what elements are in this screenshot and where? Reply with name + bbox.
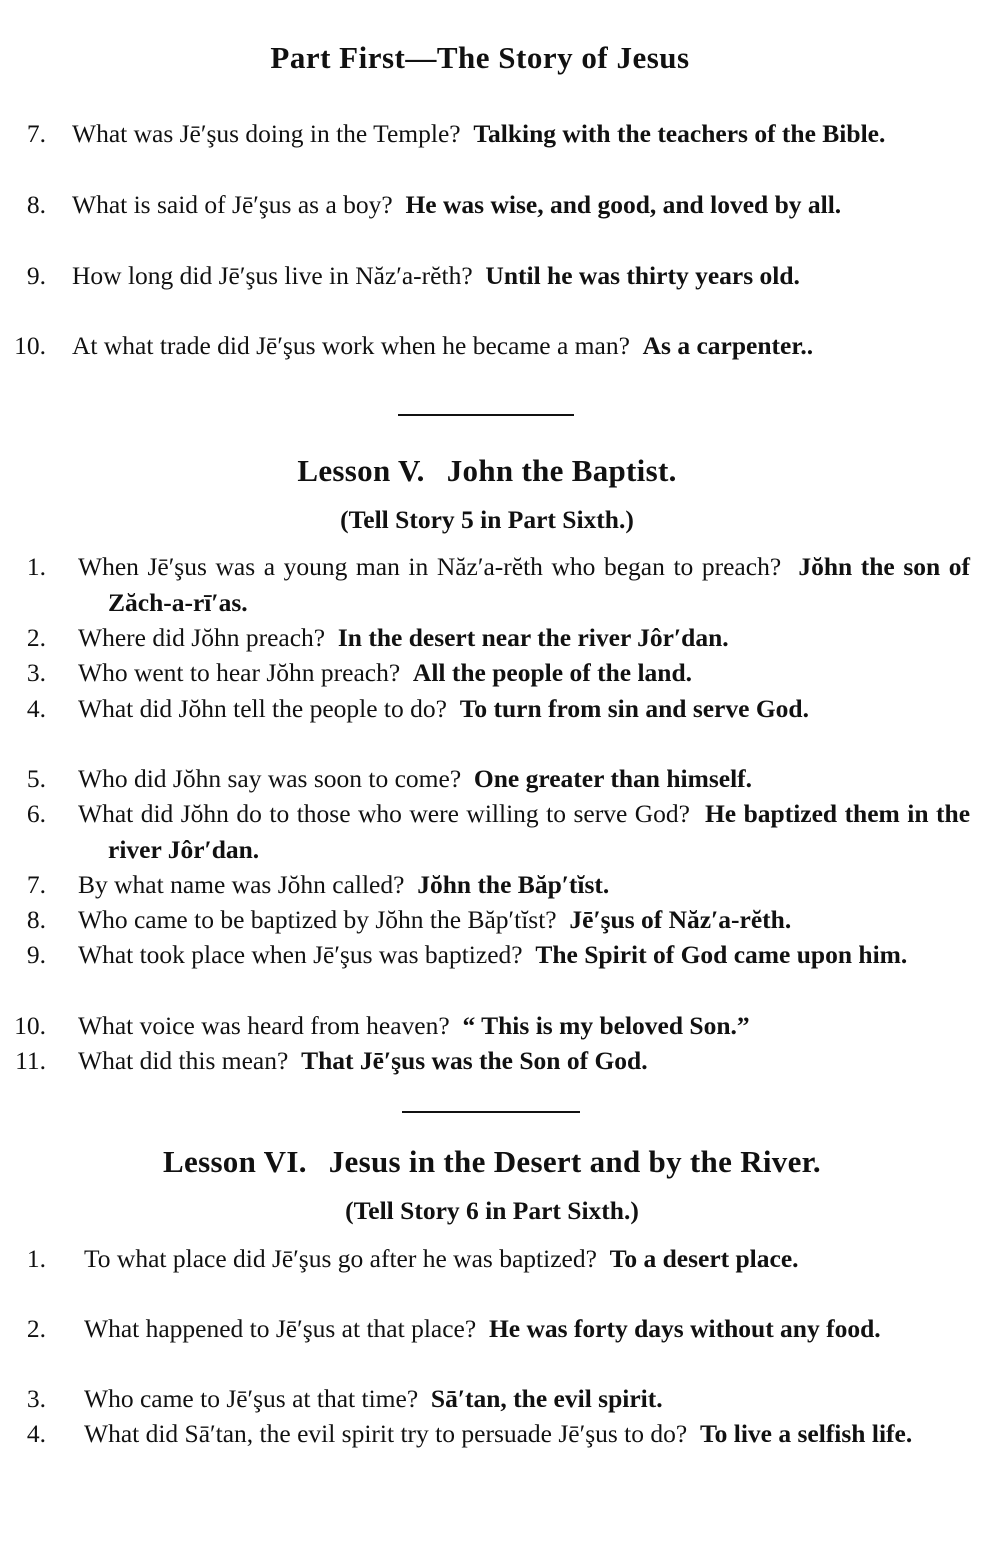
lesson-title xyxy=(0,1144,984,1180)
question-number: 7. xyxy=(26,870,46,899)
question-number: 9. xyxy=(26,940,46,969)
question-number: 1. xyxy=(26,552,46,581)
question-text: What voice was heard from heaven? xyxy=(78,1011,450,1040)
question-text: What took place when Jē′şus was baptized? xyxy=(78,940,523,969)
lesson-instruction: (Tell Story 6 in Part Sixth.) xyxy=(345,1196,639,1225)
question-number: 2. xyxy=(26,1314,46,1343)
answer-text: In the desert near the river Jôr′dan. xyxy=(337,623,729,652)
answer-text: All the people of the land. xyxy=(412,658,693,687)
qa-item xyxy=(0,761,970,797)
answer-text: Jŏhn the son of Zăch-a-rī′as. xyxy=(108,552,971,617)
question-number: 5. xyxy=(26,764,46,793)
lesson-title xyxy=(0,453,974,489)
lesson-number: Lesson VI. xyxy=(163,1144,307,1179)
question-number: 2. xyxy=(26,623,46,652)
answer-text: To turn from sin and serve God. xyxy=(459,694,809,723)
question-text: What happened to Jē′şus at that place? xyxy=(84,1314,477,1343)
answer-text: He was forty days without any food. xyxy=(488,1314,881,1343)
question-number: 10. xyxy=(14,331,46,360)
question-text: Who came to Jē′şus at that time? xyxy=(84,1384,419,1413)
answer-text: The Spirit of God came upon him. xyxy=(535,940,908,969)
question-number: 6. xyxy=(26,799,46,828)
qa-item xyxy=(0,655,970,691)
qa-item xyxy=(0,1381,970,1417)
question-text: Who came to be baptized by Jŏhn the Băp′tĭst? xyxy=(78,905,557,934)
qa-item xyxy=(0,116,970,152)
answer-text: That Jē′şus was the Son of God. xyxy=(301,1046,648,1075)
question-text: What did Jŏhn tell the people to do? xyxy=(78,694,447,723)
lesson-name: John the Baptist. xyxy=(446,453,677,488)
question-number: 4. xyxy=(26,694,46,723)
qa-item xyxy=(0,691,970,727)
question-text: By what name was Jŏhn called? xyxy=(78,870,405,899)
answer-text: To live a selfish life. xyxy=(699,1419,913,1448)
question-text: What did this mean? xyxy=(78,1046,289,1075)
question-number: 8. xyxy=(26,905,46,934)
qa-item xyxy=(0,1311,970,1347)
qa-item xyxy=(0,1241,970,1277)
answer-text: He baptized them in the river Jôr′dan. xyxy=(108,799,971,864)
question-number: 3. xyxy=(26,1384,46,1413)
question-text: What is said of Jē′şus as a boy? xyxy=(72,190,393,219)
section-divider xyxy=(402,1111,580,1113)
answer-text: Sā′tan, the evil spirit. xyxy=(430,1384,663,1413)
answer-text: Jē′şus of Năz′a-rĕth. xyxy=(569,905,792,934)
question-number: 1. xyxy=(26,1244,46,1273)
answer-text: Talking with the teachers of the Bible. xyxy=(473,119,886,148)
question-text: When Jē′şus was a young man in Năz′a-rĕth who began to preach? xyxy=(78,552,782,581)
question-text: What did Jŏhn do to those who were willing to serve God? xyxy=(78,799,690,828)
answer-text: Jŏhn the Băp′tĭst. xyxy=(417,870,610,899)
qa-item xyxy=(0,867,970,903)
question-number: 9. xyxy=(26,261,46,290)
answer-text: “ This is my beloved Son.” xyxy=(462,1011,750,1040)
lesson-number: Lesson V. xyxy=(297,453,425,488)
question-text: Where did Jŏhn preach? xyxy=(78,623,326,652)
question-text: What was Jē′şus doing in the Temple? xyxy=(72,119,461,148)
qa-item xyxy=(0,902,970,938)
qa-item xyxy=(0,187,970,223)
question-text: Who went to hear Jŏhn preach? xyxy=(78,658,401,687)
running-head: Part First—The Story of Jesus xyxy=(270,40,690,75)
question-number: 8. xyxy=(26,190,46,219)
answer-text: To a desert place. xyxy=(609,1244,799,1273)
question-text: Who did Jŏhn say was soon to come? xyxy=(78,764,462,793)
question-number: 10. xyxy=(14,1011,46,1040)
qa-item xyxy=(0,796,970,867)
question-number: 3. xyxy=(26,658,46,687)
qa-item xyxy=(0,1043,970,1079)
qa-item xyxy=(0,549,970,620)
question-text: To what place did Jē′şus go after he was baptized? xyxy=(84,1244,597,1273)
qa-item xyxy=(0,1416,970,1452)
question-text: What did Sā′tan, the evil spirit try to persuade Jē′şus to do? xyxy=(84,1419,688,1448)
lesson-instruction: (Tell Story 5 in Part Sixth.) xyxy=(340,505,634,534)
qa-item xyxy=(0,328,970,364)
qa-item xyxy=(0,1008,970,1044)
question-number: 11. xyxy=(15,1046,46,1075)
question-text: At what trade did Jē′şus work when he became a man? xyxy=(72,331,630,360)
qa-item xyxy=(0,937,970,973)
lesson-name: Jesus in the Desert and by the River. xyxy=(328,1144,821,1179)
question-text: How long did Jē′şus live in Năz′a-rĕth? xyxy=(72,261,473,290)
qa-item xyxy=(0,258,970,294)
section-divider xyxy=(398,414,574,416)
answer-text: Until he was thirty years old. xyxy=(485,261,800,290)
answer-text: As a carpenter.. xyxy=(642,331,814,360)
qa-item xyxy=(0,620,970,656)
answer-text: He was wise, and good, and loved by all. xyxy=(405,190,842,219)
question-number: 7. xyxy=(26,119,46,148)
question-number: 4. xyxy=(26,1419,46,1448)
answer-text: One greater than himself. xyxy=(473,764,753,793)
